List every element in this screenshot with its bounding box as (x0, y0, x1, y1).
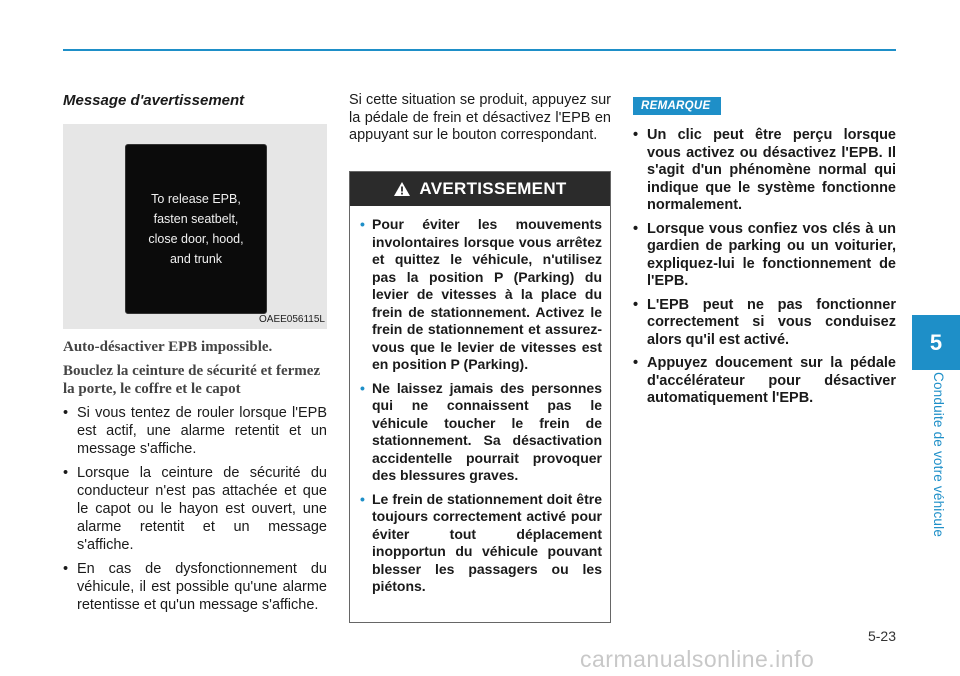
list-item: • Lorsque vous confiez vos clés à un gardien de parking ou un voiturier, expliquez-lui le fonctionnement de l'EPB. (633, 221, 896, 291)
page-number: 5-23 (867, 628, 896, 644)
column-right (633, 96, 896, 414)
chapter-title: Conduite de votre véhicule (931, 372, 946, 538)
section-title: Message d'avertissement (63, 92, 245, 109)
screen-line: To release EPB, (151, 192, 241, 206)
subheading-epb: Auto-désactiver EPB impossible. (63, 339, 273, 355)
warning-box (349, 171, 611, 623)
list-item: • Le frein de stationnement doit être toujours correctement activé pour éviter tout déplacement inopportun du véhicule pouvant blesser les passagers ou les piétons. (360, 491, 602, 596)
remarque-list (633, 127, 896, 408)
warning-list (360, 216, 602, 596)
intro-paragraph: Si cette situation se produit, appuyez sur la pédale de frein et désactivez l'EPB en appuyant sur le bouton correspondant. (349, 92, 611, 143)
screen-line: close door, hood, (148, 232, 244, 246)
list-item: • L'EPB peut ne pas fonctionner correctement si vous conduisez alors qu'il est activé. (633, 297, 896, 350)
list-item: • Lorsque la ceinture de sécurité du conducteur n'est pas attachée et que le capot ou le hayon est ouvert, une alarme retentit et un message s'affiche. (63, 464, 327, 554)
watermark: carmanualsonline.info (580, 646, 815, 672)
list-item: • Un clic peut être perçu lorsque vous activez ou désactivez l'EPB. Il s'agit d'un phénomène normal qui indique que le système fonctionne normalement. (633, 127, 896, 215)
screen-line: and trunk (169, 252, 223, 266)
column-middle (349, 92, 611, 145)
left-bullet-list (63, 404, 327, 614)
chapter-number: 5 (929, 329, 943, 355)
figure-code: OAEE056115L (259, 314, 325, 325)
screen-line: fasten seatbelt, (153, 212, 239, 226)
header-rule (63, 49, 896, 51)
list-item: • En cas de dysfonctionnement du véhicule, il est possible qu'une alarme retentisse et qu'un message s'affiche. (63, 560, 327, 614)
list-item: • Ne laissez jamais des personnes qui ne connaissent pas le véhicule toucher le frein de stationnement. Sa désactivation accidentelle pourrait provoquer des blessures graves. (360, 380, 602, 485)
remarque-badge: REMARQUE (633, 97, 721, 115)
warning-triangle-icon (393, 181, 411, 197)
list-item: • Appuyez doucement sur la pédale d'accélérateur pour désactiver automatiquement l'EPB. (633, 355, 896, 408)
cluster-message-figure (63, 124, 327, 329)
warning-title: AVERTISSEMENT (419, 179, 567, 198)
chapter-tab (912, 315, 960, 370)
cluster-display-screen (125, 144, 267, 314)
screen-message (142, 189, 249, 269)
list-item: • Si vous tentez de rouler lorsque l'EPB est actif, une alarme retentit et un message s'affiche. (63, 404, 327, 458)
column-left (63, 92, 327, 620)
subheading-seatbelt: Bouclez la ceinture de sécurité et fermez la porte, le coffre et le capot (63, 363, 321, 397)
list-item: • Pour éviter les mouvements involontaires lorsque vous arrêtez et quittez le véhicule, n'utilisez pas la position P (Parking) du levier de vitesses à la place du frein de stationnement. Activez le frein de stationnement et assurez-vous que le levier de vitesses est en position P (Parking). (360, 216, 602, 374)
warning-header (350, 172, 610, 206)
